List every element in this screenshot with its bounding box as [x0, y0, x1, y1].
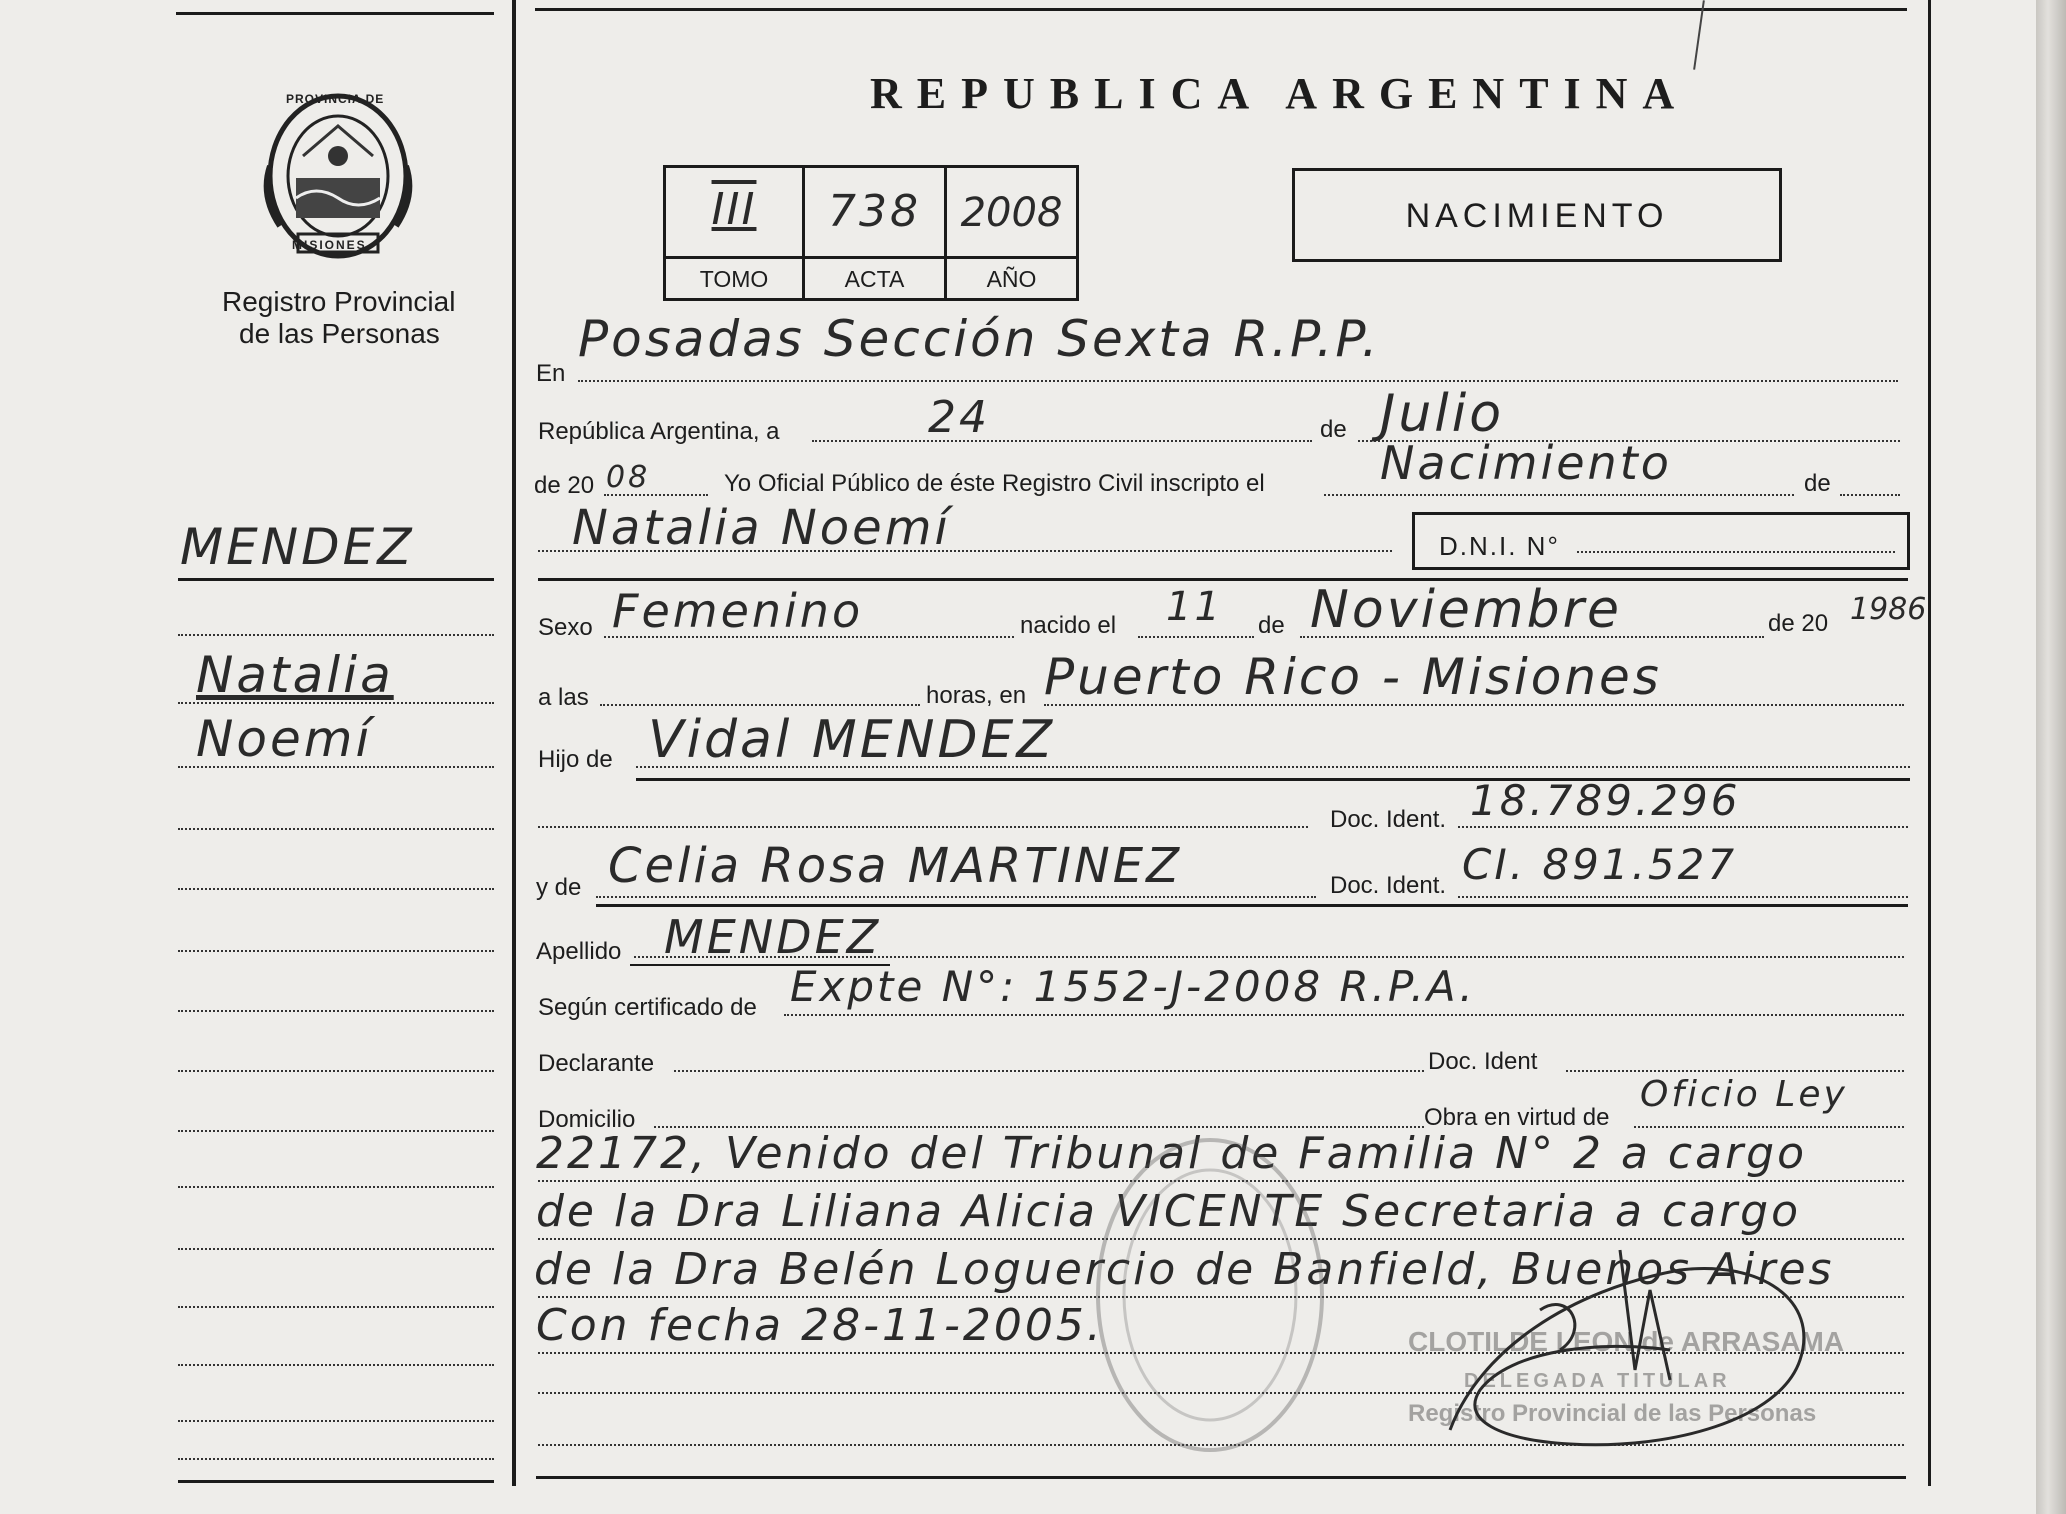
- ano-label: AÑO: [986, 266, 1037, 292]
- apellido-label: Apellido: [536, 938, 622, 965]
- margin-dotted-line: [178, 950, 494, 952]
- day-line: [812, 440, 1312, 442]
- en-line: [578, 380, 1898, 382]
- declarante-line: [674, 1070, 1424, 1072]
- month-value: Julio: [1380, 384, 1505, 444]
- birth-day-line: [1138, 636, 1254, 638]
- acta-label: ACTA: [844, 266, 905, 292]
- mother-doc-value: CI. 891.527: [1462, 840, 1738, 889]
- declarante-doc-line: [1566, 1070, 1904, 1072]
- obra-label: Obra en virtud de: [1424, 1104, 1610, 1131]
- inscribed-value: Nacimiento: [1380, 436, 1672, 490]
- seal-top-text: PROVINCIA DE: [286, 92, 385, 106]
- seal-bottom-text: MISIONES: [292, 238, 367, 252]
- apellido-value: MENDEZ: [664, 910, 882, 964]
- section-rule-3: [596, 904, 1908, 907]
- inscribed-line: [1324, 494, 1794, 496]
- mother-value: Celia Rosa MARTINEZ: [608, 838, 1182, 894]
- segun-line: [784, 1014, 1904, 1016]
- segun-value: Expte N°: 1552-J-2008 R.P.A.: [790, 962, 1476, 1011]
- tomo-label: TOMO: [699, 266, 769, 292]
- note-line-2: de la Dra Liliana Alicia VICENTE Secretaria a cargo: [536, 1186, 1802, 1237]
- birth-month-value: Noviembre: [1310, 580, 1622, 640]
- de-label-3: de: [1258, 612, 1285, 639]
- margin-bottom-rule: [178, 1480, 494, 1483]
- margin-dotted-line: [178, 1010, 494, 1012]
- nacido-label: nacido el: [1020, 612, 1117, 639]
- a-las-label: a las: [538, 684, 589, 711]
- signature-icon: [1420, 1230, 1840, 1460]
- ano-value: 2008: [960, 190, 1063, 236]
- declarante-label: Declarante: [538, 1050, 655, 1077]
- day-value: 24: [928, 392, 990, 443]
- year-prefix-label: de 20: [534, 472, 595, 499]
- margin-dotted-line: [178, 1364, 494, 1366]
- birth-month-line: [1300, 636, 1764, 638]
- birth-place-value: Puerto Rico - Misiones: [1044, 648, 1662, 706]
- doc-ident-label-2: Doc. Ident.: [1330, 872, 1447, 899]
- year-line: [604, 494, 708, 496]
- father-line: [636, 766, 1910, 768]
- apellido-line: [634, 956, 1904, 958]
- margin-dotted-line: [178, 702, 494, 704]
- tomo-value: III: [711, 184, 757, 235]
- form-right-border: [1928, 0, 1931, 1486]
- doc-ident-label-3: Doc. Ident: [1428, 1048, 1538, 1075]
- country-title: REPUBLICA ARGENTINA: [870, 69, 1690, 118]
- name-value: Natalia Noemí: [572, 500, 951, 556]
- de-label: de: [1320, 416, 1347, 443]
- margin-dotted-line: [178, 634, 494, 636]
- sexo-value: Femenino: [612, 584, 864, 638]
- book-binding-edge: [2036, 0, 2066, 1514]
- top-rule-left: [176, 12, 494, 15]
- margin-dotted-line: [178, 766, 494, 768]
- margin-dotted-line: [178, 1306, 494, 1308]
- stamp-title: DELEGADA TITULAR: [1464, 1370, 1731, 1392]
- margin-dotted-line: [178, 1070, 494, 1072]
- table-divider: [666, 256, 1076, 259]
- acta-value: 738: [828, 186, 921, 237]
- republica-label: República Argentina, a: [538, 418, 780, 445]
- doc-ident-label: Doc. Ident.: [1330, 806, 1447, 833]
- year-prefix-label-2: de 20: [1768, 610, 1829, 637]
- dni-box: [1412, 512, 1910, 570]
- note-line-1: 22172, Venido del Tribunal de Familia N° 2 a cargo: [536, 1128, 1808, 1179]
- margin-dotted-line: [178, 828, 494, 830]
- birth-day-value: 11: [1166, 584, 1223, 630]
- year-suffix-value: 08: [606, 460, 651, 495]
- sexo-line: [604, 636, 1014, 638]
- dni-label: D.N.I. N°: [1439, 531, 1560, 561]
- sexo-label: Sexo: [538, 614, 593, 641]
- horas-label: horas, en: [926, 682, 1027, 709]
- note-line-4: Con fecha 28-11-2005.: [536, 1300, 1104, 1351]
- margin-surname: MENDEZ: [180, 518, 415, 576]
- registry-name-line1: Registro Provincial: [222, 286, 456, 317]
- father-doc-line: [1458, 826, 1908, 828]
- y-de-label: y de: [536, 874, 582, 901]
- en-value: Posadas Sección Sexta R.P.P.: [578, 310, 1381, 368]
- margin-given-name-2: Noemí: [196, 710, 373, 768]
- registry-name-line2: de las Personas: [239, 318, 440, 349]
- father-value: Vidal MENDEZ: [648, 710, 1056, 770]
- mother-doc-line: [1458, 896, 1908, 898]
- official-round-seal-icon: [1090, 1130, 1330, 1460]
- record-type-box: [1292, 168, 1782, 262]
- stamp-name: CLOTILDE LEON de ARRASAMA: [1408, 1326, 1845, 1357]
- de-label-2: de: [1804, 470, 1831, 497]
- domicilio-label: Domicilio: [538, 1106, 636, 1133]
- birth-place-line: [1044, 704, 1904, 706]
- form-bottom-rule: [536, 1476, 1906, 1479]
- margin-dotted-line: [178, 1130, 494, 1132]
- record-type-label: NACIMIENTO: [1405, 197, 1669, 235]
- section-rule-1: [538, 578, 1908, 581]
- record-number-table: [663, 165, 1079, 301]
- obra-value: Oficio Ley: [1640, 1074, 1848, 1115]
- margin-dotted-line: [178, 888, 494, 890]
- stamp-registry: Registro Provincial de las Personas: [1408, 1400, 1817, 1427]
- hijo-label: Hijo de: [538, 746, 613, 773]
- note-line-3: de la Dra Belén Loguercio de Banfield, Buenos Aires: [534, 1244, 1835, 1295]
- father-doc-prefix-line: [538, 826, 1308, 828]
- segun-label: Según certificado de: [538, 994, 757, 1021]
- margin-dotted-line: [178, 1458, 494, 1460]
- mother-line: [596, 896, 1316, 898]
- margin-dotted-line: [178, 1186, 494, 1188]
- dni-line: [1577, 551, 1895, 553]
- margin-rule-1: [178, 578, 494, 581]
- name-line: [538, 550, 1392, 552]
- en-label: En: [536, 360, 566, 387]
- a-las-line: [600, 704, 920, 706]
- column-divider: [512, 0, 516, 1486]
- margin-given-name-1: Natalia: [196, 646, 394, 704]
- margin-dotted-line: [178, 1248, 494, 1250]
- de-line-2: [1840, 494, 1900, 496]
- father-doc-value: 18.789.296: [1470, 776, 1741, 825]
- oficial-label: Yo Oficial Público de éste Registro Civil inscripto el: [724, 470, 1265, 497]
- birth-year-value: 1986: [1850, 592, 1927, 627]
- margin-dotted-line: [178, 1420, 494, 1422]
